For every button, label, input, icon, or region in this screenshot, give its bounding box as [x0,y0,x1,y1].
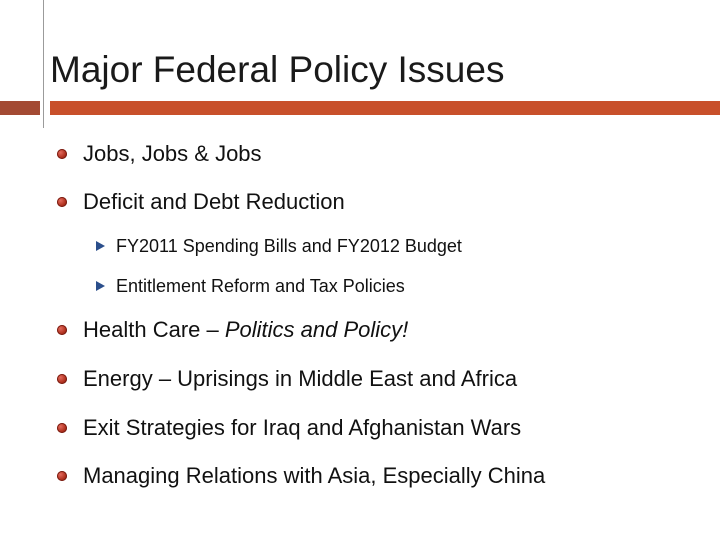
title-divider-vertical [43,0,44,128]
bullet-text: Jobs, Jobs & Jobs [83,141,262,166]
bullet-text: Exit Strategies for Iraq and Afghanistan Wars [83,415,522,440]
bullet-text: Managing Relations with Asia, Especially China [83,463,546,488]
blue-triangle-bullet-icon [96,281,105,291]
blue-triangle-bullet-icon [96,241,105,251]
red-dot-bullet-icon [57,325,67,335]
red-dot-bullet-icon [57,197,67,207]
bullet-text: Deficit and Debt Reduction [83,189,345,214]
red-dot-bullet-icon [57,423,67,433]
bullet-text [83,316,408,344]
red-dot-bullet-icon [57,149,67,159]
red-dot-bullet-icon [57,471,67,481]
sub-bullet-text: FY2011 Spending Bills and FY2012 Budget [116,236,462,256]
bullet-text: Energy – Uprisings in Middle East and Africa [83,366,518,391]
title-rule-left-segment [0,101,40,115]
sub-bullet-text: Entitlement Reform and Tax Policies [116,276,405,296]
slide-title: Major Federal Policy Issues [50,49,505,90]
title-rule-right-segment [50,101,720,115]
red-dot-bullet-icon [57,374,67,384]
bullet-text-plain: Health Care – [83,317,225,342]
bullet-text-emphasis: Politics and Policy! [224,317,409,342]
